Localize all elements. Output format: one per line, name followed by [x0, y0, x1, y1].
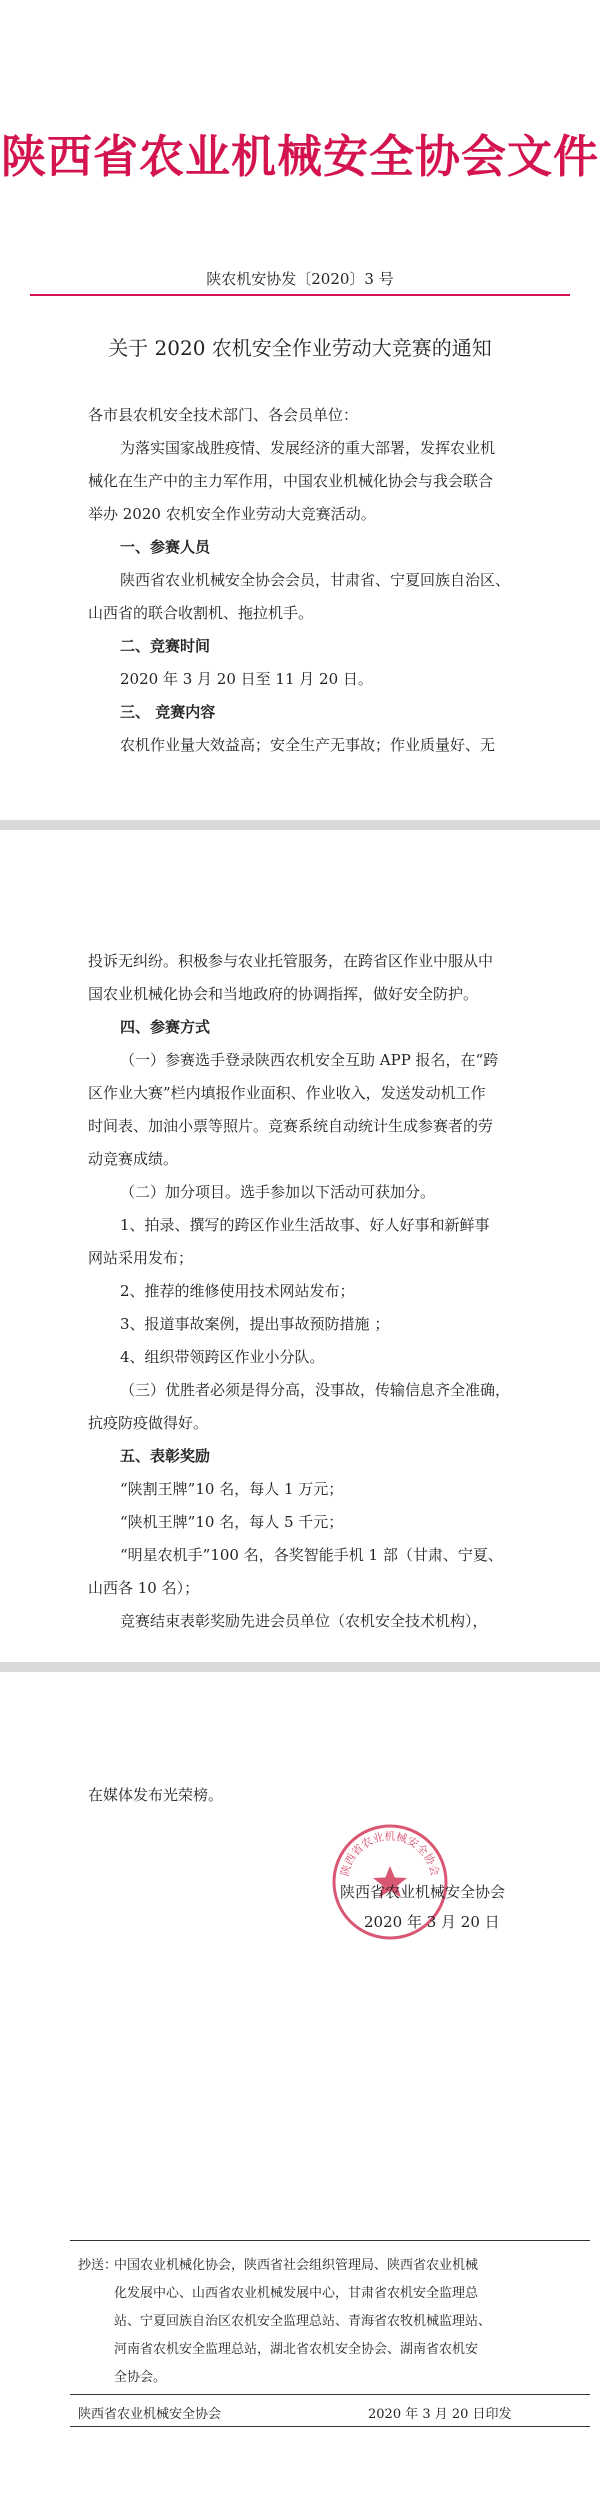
seal-text: 陕西省农业机械安全协会 [338, 1829, 442, 1878]
document-page-1 [0, 0, 600, 820]
paragraph-line: 山西各 10 名）； [88, 1579, 200, 1597]
paragraph-line: 区作业大赛”栏内填报作业面积、作业收入，发送发动机工作 [88, 1084, 486, 1102]
document-header-title: 陕西省农业机械安全协会文件 [0, 130, 599, 183]
intro-line: 举办 2020 农机安全作业劳动大竞赛活动。 [88, 505, 376, 523]
paragraph-line: 2020 年 3 月 20 日至 11 月 20 日。 [120, 670, 373, 688]
section-heading: 二、竞赛时间 [120, 637, 211, 655]
header-divider [30, 294, 570, 296]
intro-line: 为落实国家战胜疫情、发展经济的重大部署，发挥农业机 [120, 439, 496, 457]
paragraph-line: “明星农机手”100 名，各奖智能手机 1 部（甘肃、宁夏、 [120, 1546, 503, 1564]
section-heading: 四、参赛方式 [120, 1018, 211, 1036]
cc-divider [70, 2240, 590, 2241]
paragraph-line: 山西省的联合收割机、拖拉机手。 [88, 604, 314, 622]
paragraph-line: 国农业机械化协会和当地政府的协调指挥，做好安全防护。 [88, 985, 479, 1003]
intro-line: 械化在生产中的主力军作用，中国农业机械化协会与我会联合 [88, 472, 494, 490]
document-page-2 [0, 830, 600, 1662]
paragraph-line: 1、拍录、撰写的跨区作业生活故事、好人好事和新鲜事 [120, 1216, 490, 1234]
paragraph-line: 动竞赛成绩。 [88, 1150, 179, 1168]
paragraph-line: （二）加分项目。选手参加以下活动可获加分。 [120, 1183, 436, 1201]
paragraph-line: “陕割王牌”10 名，每人 1 万元； [120, 1480, 344, 1498]
paragraph-line: 农机作业量大效益高；安全生产无事故；作业质量好、无 [120, 736, 496, 754]
document-number: 陕农机安协发〔2020〕3 号 [206, 270, 394, 288]
section-heading: 三、 竞赛内容 [120, 703, 216, 721]
cc-label: 抄送： [78, 2258, 118, 2273]
paragraph-line: 3、报道事故案例，提出事故预防措施 ； [120, 1315, 390, 1333]
paragraph-line: 陕西省农业机械安全协会会员，甘肃省、宁夏回族自治区、 [120, 571, 511, 589]
paragraph-line: 抗疫防疫做得好。 [88, 1414, 209, 1432]
cc-line: 中国农业机械化协会，陕西省社会组织管理局、陕西省农业机械 [114, 2258, 479, 2273]
paragraph-line: （一）参赛选手登录陕西农机安全互助 APP 报名，在“跨 [120, 1051, 499, 1069]
signature-issuer: 陕西省农业机械安全协会 [340, 1883, 506, 1901]
footer-issuer: 陕西省农业机械安全协会 [78, 2407, 222, 2422]
cc-line: 河南省农机安全监理总站，湖北省农机安全协会、湖南省农机安 [114, 2342, 479, 2357]
section-heading: 一、参赛人员 [120, 538, 211, 556]
document-page-3 [0, 1672, 600, 2504]
paragraph-line: 投诉无纠纷。积极参与农业托管服务，在跨省区作业中服从中 [88, 952, 494, 970]
paragraph-line: （三）优胜者必须是得分高，没事故，传输信息齐全准确， [120, 1381, 511, 1399]
paragraph-line: 网站采用发布； [88, 1249, 194, 1267]
paragraph-line: 2、推荐的维修使用技术网站发布； [120, 1282, 355, 1300]
cc-line: 化发展中心、山西省农业机械发展中心，甘肃省农机安全监理总 [114, 2286, 479, 2301]
signature-date: 2020 年 3 月 20 日 [364, 1913, 500, 1931]
paragraph-line: 竞赛结束表彰奖励先进会员单位（农机安全技术机构）， [120, 1612, 488, 1630]
addressee: 各市县农机安全技术部门、各会员单位： [88, 406, 359, 424]
footer-date: 2020 年 3 月 20 日印发 [368, 2407, 512, 2422]
cc-line: 全协会。 [114, 2370, 167, 2385]
cc-line: 站、宁夏回族自治区农机安全监理总站、青海省农牧机械监理站、 [114, 2314, 492, 2329]
section-heading: 五、表彰奖励 [120, 1447, 211, 1465]
cc-divider [70, 2394, 590, 2395]
paragraph-line: “陕机王牌”10 名，每人 5 千元； [120, 1513, 344, 1531]
notice-title: 关于 2020 农机安全作业劳动大竞赛的通知 [108, 336, 492, 360]
paragraph-line: 在媒体发布光荣榜。 [88, 1786, 224, 1804]
paragraph-line: 时间表、加油小票等照片。竞赛系统自动统计生成参赛者的劳 [88, 1117, 494, 1135]
footer-divider [70, 2426, 590, 2427]
paragraph-line: 4、组织带领跨区作业小分队。 [120, 1348, 325, 1366]
